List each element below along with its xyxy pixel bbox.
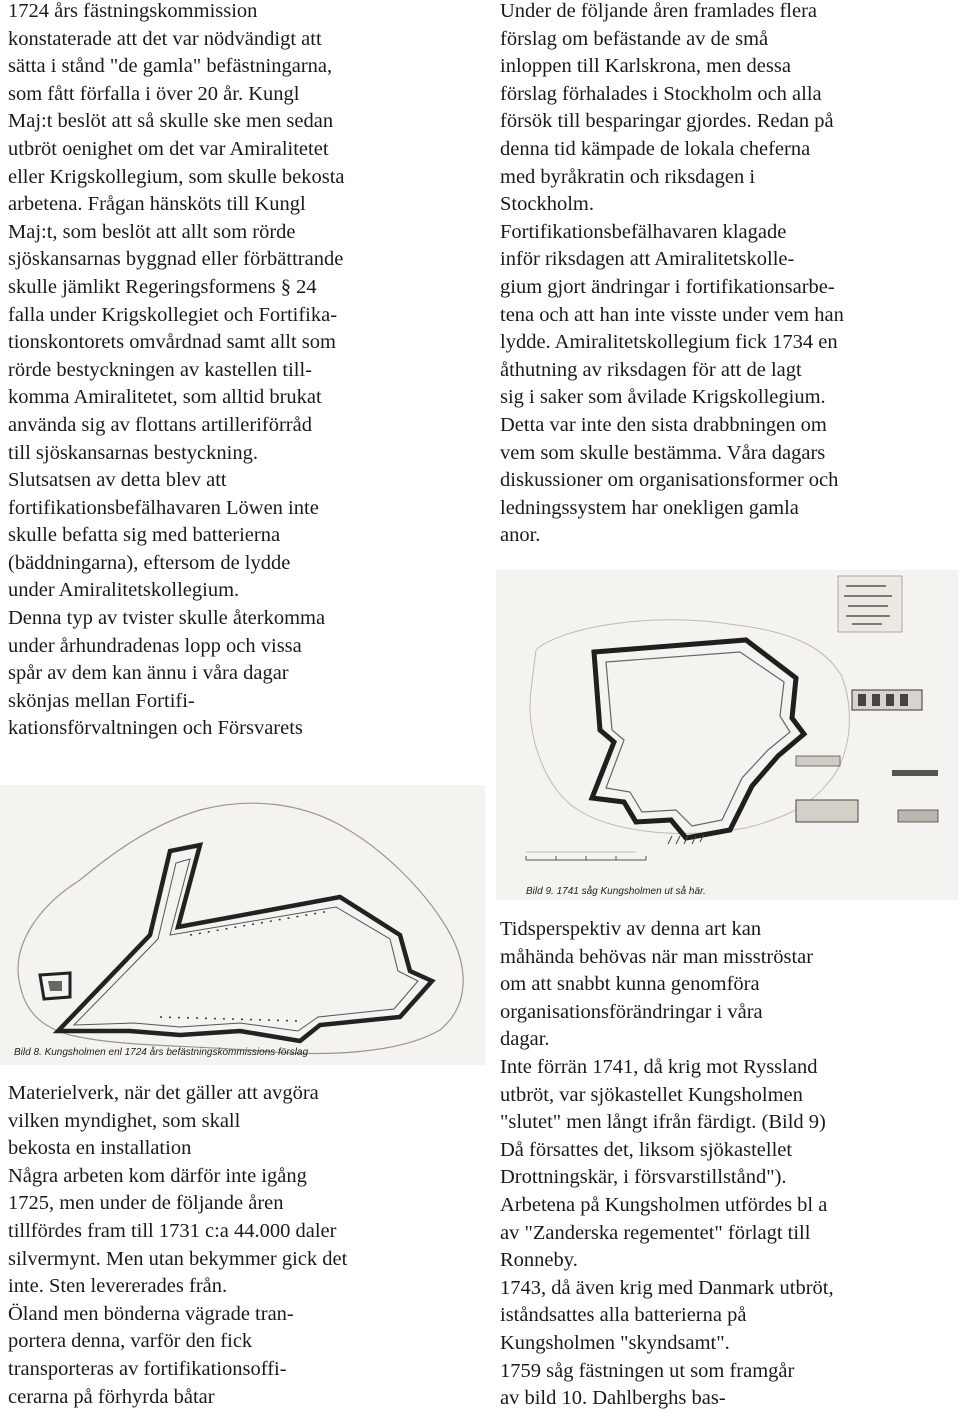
text-line: Då försattes det, liksom sjökastellet	[500, 1138, 793, 1161]
text-line: inte. Sten levererades från.	[8, 1275, 228, 1298]
text-line: 1743, då även krig med Danmark utbröt,	[500, 1276, 834, 1299]
figure-bild-8	[0, 785, 485, 1065]
text-line: Kungsholmen "skyndsamt".	[500, 1331, 730, 1354]
text-line: (bäddningarna), eftersom de lydde	[8, 551, 291, 574]
text-line: komma Amiralitetet, som alltid brukat	[8, 386, 322, 409]
text-line: förslag om befästande av de små	[500, 27, 769, 50]
text-line: inloppen till Karlskrona, men dessa	[500, 55, 791, 78]
text-line: kationsförvaltningen och Försvarets	[8, 717, 303, 740]
text-line: Under de följande åren framlades flera	[500, 0, 818, 22]
text-line: konstaterade att det var nödvändigt att	[8, 27, 322, 50]
text-line: vilken myndighet, som skall	[8, 1109, 241, 1132]
text-line: falla under Krigskollegiet och Fortifika-	[8, 303, 338, 326]
text-line: måhända behövas när man misströstar	[500, 945, 814, 968]
text-line: silvermynt. Men utan bekymmer gick det	[8, 1247, 348, 1270]
text-line: organisationsförändringar i våra	[500, 1000, 763, 1023]
text-line: skulle jämlikt Regeringsformens § 24	[8, 275, 317, 298]
text-line: Fortifikationsbefälhavaren klagade	[500, 220, 787, 243]
text-line: Tidsperspektiv av denna art kan	[500, 918, 762, 940]
text-line: transporteras av fortifikationsoffi-	[8, 1357, 287, 1380]
text-line: av bild 10. Dahlberghs bas-	[500, 1387, 726, 1410]
text-line: till sjöskansarnas bestyckning.	[8, 441, 258, 464]
text-line: försök till besparingar gjordes. Redan på	[500, 110, 834, 133]
text-line: bekosta en installation	[8, 1137, 192, 1160]
text-line: sjöskansarnas byggnad eller förbättrande	[8, 248, 344, 271]
text-line: spår av dem kan ännu i våra dagar	[8, 662, 289, 685]
text-line: "slutet" men långt ifrån färdigt. (Bild 9)	[500, 1111, 826, 1134]
text-line: dagar.	[500, 1028, 550, 1051]
left-column-bottom	[8, 1080, 478, 1411]
text-line: Inte förrän 1741, då krig mot Ryssland	[500, 1055, 818, 1078]
text-line: Stockholm.	[500, 193, 594, 216]
text-line: portera denna, varför den fick	[8, 1330, 253, 1353]
text-line: utbröt, var sjökastellet Kungsholmen	[500, 1083, 803, 1106]
text-line: Drottningskär, i försvarstillstånd").	[500, 1166, 787, 1189]
text-line: cerarna på förhyrda båtar	[8, 1385, 215, 1408]
text-line: Denna typ av tvister skulle återkomma	[8, 607, 326, 630]
text-line: rörde bestyckningen av kastellen till-	[8, 358, 312, 381]
text-line: tionskontorets omvårdnad samt allt som	[8, 331, 336, 354]
left-column-top	[8, 0, 468, 743]
text-line: Slutsatsen av detta blev att	[8, 469, 227, 492]
text-line: denna tid kämpade de lokala cheferna	[500, 137, 811, 160]
text-line: Detta var inte den sista drabbningen om	[500, 413, 827, 436]
text-line: arbetena. Frågan hänsköts till Kungl	[8, 193, 306, 216]
text-line: Maj:t, som beslöt att allt som rörde	[8, 220, 296, 243]
text-line: anor.	[500, 524, 541, 547]
text-line: lydde. Amiralitetskollegium fick 1734 en	[500, 331, 838, 354]
text-line: 1724 års fästningskommission	[8, 0, 258, 22]
text-line: fortifikationsbefälhavaren Löwen inte	[8, 496, 319, 519]
text-line: sig i saker som åvilade Krigskollegium.	[500, 386, 826, 409]
text-line: diskussioner om organisationsformer och	[500, 469, 839, 492]
text-line: tena och att han inte visste under vem han	[500, 303, 844, 326]
text-line: Några arbeten kom därför inte igång	[8, 1164, 307, 1187]
text-line: om att snabbt kunna genomföra	[500, 973, 760, 996]
fortress-plan-1724-drawing	[0, 785, 485, 1065]
text-line: under århundradenas lopp och vissa	[8, 634, 302, 657]
text-line: Materielverk, när det gäller att avgöra	[8, 1082, 319, 1104]
text-line: under Amiralitetskollegium.	[8, 579, 240, 602]
text-line: tillfördes fram till 1731 c:a 44.000 daler	[8, 1219, 337, 1242]
text-line: eller Krigskollegium, som skulle bekosta	[8, 165, 345, 188]
text-line: av "Zanderska regementet" förlagt till	[500, 1221, 811, 1244]
right-column-bottom	[500, 916, 955, 1413]
text-line: med byråkratin och riksdagen i	[500, 165, 756, 188]
text-line: som fått förfalla i över 20 år. Kungl	[8, 82, 300, 105]
text-line: Ronneby.	[500, 1249, 578, 1272]
right-column-top	[500, 0, 955, 550]
figure-caption: Bild 8. Kungsholmen enl 1724 års befästningskommissions förslag	[14, 1047, 309, 1058]
text-line: Öland men bönderna vägrade tran-	[8, 1302, 294, 1325]
text-line: skulle befatta sig med batterierna	[8, 524, 281, 547]
text-line: Arbetena på Kungsholmen utfördes bl a	[500, 1193, 828, 1216]
text-line: iståndsattes alla batterierna på	[500, 1304, 747, 1327]
text-line: gium gjort ändringar i fortifikationsarbe-	[500, 275, 835, 298]
text-line: utbröt oenighet om det var Amiralitetet	[8, 137, 329, 160]
text-line: vem som skulle bestämma. Våra dagars	[500, 441, 826, 464]
text-line: 1725, men under de följande åren	[8, 1192, 284, 1215]
figure-bild-9	[496, 570, 958, 900]
text-line: inför riksdagen att Amiralitetskolle-	[500, 248, 795, 271]
text-line: Maj:t beslöt att så skulle ske men sedan	[8, 110, 334, 133]
text-line: ledningssystem har onekligen gamla	[500, 496, 799, 519]
text-line: åthutning av riksdagen för att de lagt	[500, 358, 802, 381]
text-line: skönjas mellan Fortifi-	[8, 689, 195, 712]
text-line: använda sig av flottans artilleriförråd	[8, 413, 312, 436]
text-line: förslag förhalades i Stockholm och alla	[500, 82, 822, 105]
fortress-plan-1741-drawing	[496, 570, 958, 900]
text-line: 1759 såg fästningen ut som framgår	[500, 1359, 795, 1382]
figure-caption: Bild 9. 1741 såg Kungsholmen ut så här.	[526, 886, 706, 897]
text-line: sätta i stånd "de gamla" befästningarna,	[8, 55, 333, 78]
